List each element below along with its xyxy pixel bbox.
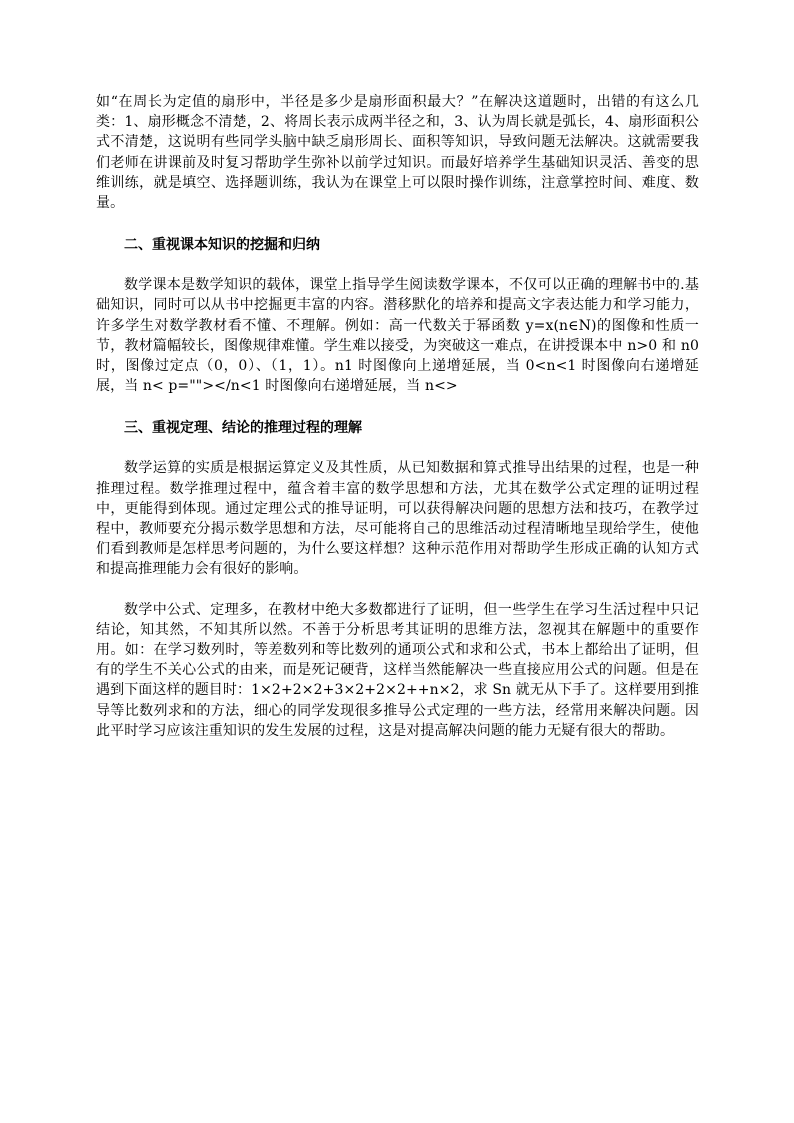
paragraph-textbook: 数学课本是数学知识的载体，课堂上指导学生阅读数学课本，不仅可以正确的理解书中的.基础知识，同时可以从书中挖掘更丰富的内容。潜移默化的培养和提高文字表达能力和学习能力，许多学生对数学教材看不懂、不理解。例如：高一代数关于幂函数 y=x(n∈N)的图像和性质一节，教材篇幅较长，图像规律难懂。学生难以接受，为突破这一难点，在讲授课本中 n>0 和 n0 时，图像过定点（0，0）、（1，1）。n1 时图像向上递增延展，当 0<n<1 时图像向右递增延展，当 n< p=""></n<1 时图像向右递增延展，当 n<> [96,277,699,395]
section-heading-textbook-knowledge: 二、重视课本知识的挖掘和归纳 [124,237,320,254]
spacer [96,213,699,235]
spacer [96,438,699,458]
paragraph-reasoning-process: 数学运算的实质是根据运算定义及其性质，从已知数据和算式推导出结果的过程，也是一种推理过程。数学推理过程中，蕴含着丰富的数学思想和方法，尤其在数学公式定理的证明过程中，更能得到体现。通过定理公式的推导证明，可以获得解决问题的思想方法和技巧，在教学过程中，教师要充分揭示数学思想和方法，尽可能将自己的思维活动过程清晰地呈现给学生，使他们看到教师是怎样思考问题的，为什么要这样想？这种示范作用对帮助学生形成正确的认知方式和提高推理能力会有很好的影响。 [96,460,699,578]
document-page [96,92,699,741]
spacer [96,580,699,600]
paragraph-formula-proof: 数学中公式、定理多，在教材中绝大多数都进行了证明，但一些学生在学习生活过程中只记结论，知其然，不知其所以然。不善于分析思考其证明的思维方法，忽视其在解题中的重要作用。如：在学习数列时，等差数列和等比数列的通项公式和求和公式，书本上都给出了证明，但有的学生不关心公式的由来，而是死记硬背，这样当然能解决一些直接应用公式的问题。但是在遇到下面这样的题目时：1×2+2×2+3×2+2×2++n×2，求 Sn 就无从下手了。这样要用到推导等比数列求和的方法，细心的同学发现很多推导公式定理的一些方法，经常用来解决问题。因此平时学习应该注重知识的发生发展的过程，这是对提高解决问题的能力无疑有很大的帮助。 [96,601,699,739]
spacer [96,396,699,418]
section-heading-theorem-reasoning: 三、重视定理、结论的推理过程的理解 [124,420,362,437]
spacer [96,255,699,275]
paragraph-sector-example: 如“在周长为定值的扇形中，半径是多少是扇形面积最大？”在解决这道题时，出错的有这么几类：1、扇形概念不清楚，2、将周长表示成两半径之和，3、认为周长就是弧长，4、扇形面积公式不清楚，这说明有些同学头脑中缺乏扇形周长、面积等知识，导致问题无法解决。这就需要我们老师在讲课前及时复习帮助学生弥补以前学过知识。而最好培养学生基础知识灵活、善变的思维训练，就是填空、选择题训练，我认为在课堂上可以限时操作训练，注意掌控时间、难度、数量。 [96,94,699,212]
